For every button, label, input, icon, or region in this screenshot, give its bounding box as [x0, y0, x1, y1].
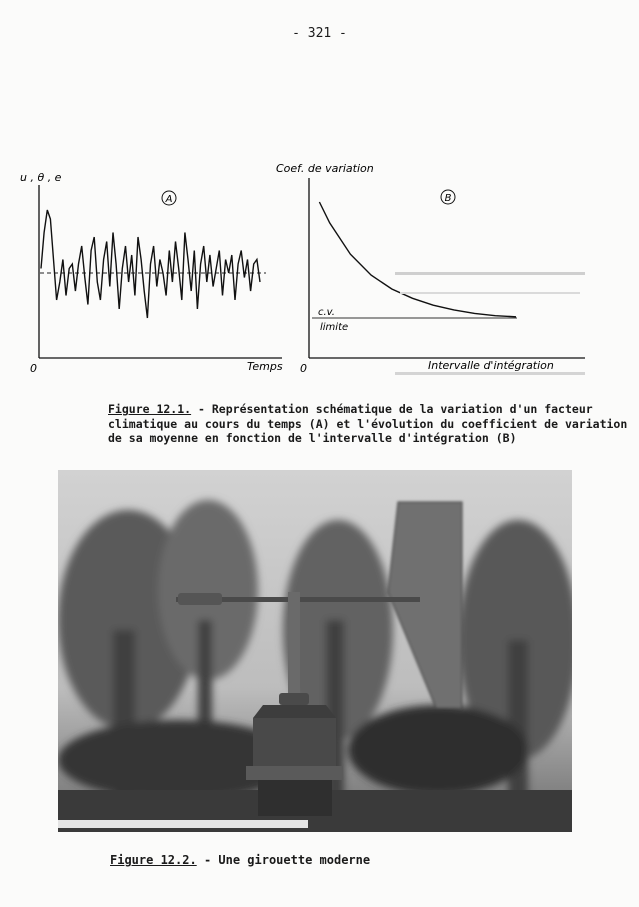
page-number: - 321 - — [292, 26, 347, 41]
panel-a-x-label: Temps — [247, 360, 283, 373]
show-through-mark — [395, 272, 585, 275]
figure-12-2-caption-label: Figure 12.2. — [110, 853, 197, 867]
panel-a — [20, 171, 283, 375]
figure-12-1 — [0, 150, 639, 382]
panel-b-limit-label: limite — [320, 322, 349, 333]
panel-a-circle-label: A — [165, 194, 173, 205]
panel-b — [276, 162, 585, 375]
wind-vane-photo — [58, 470, 572, 832]
panel-b-x-label: Intervalle d'intégration — [428, 359, 554, 372]
figure-12-1-caption-text: - Représentation schématique de la variation d'un facteur climatique au cours du temps (A) et l'évolution du coefficient de variation de sa moyenne en fonction de l'intervalle d'intégration (B) — [108, 402, 628, 445]
panel-b-y-label: Coef. de variation — [276, 162, 374, 175]
panel-a-signal-line — [41, 210, 260, 318]
show-through-mark — [400, 292, 580, 294]
show-through-mark — [395, 372, 585, 375]
panel-a-y-label: u , θ , e — [20, 171, 62, 184]
figure-12-1-caption-label: Figure 12.1. — [108, 402, 192, 416]
panel-b-cv-label: c.v. — [318, 307, 335, 318]
panel-a-origin: 0 — [30, 362, 37, 375]
panel-b-circle-label: B — [444, 193, 452, 204]
figure-12-2-caption-text: - Une girouette moderne — [203, 853, 371, 867]
panel-b-cv-curve — [319, 202, 516, 317]
panel-b-origin: 0 — [300, 362, 307, 375]
figure-12-1-caption — [108, 402, 628, 446]
figure-12-2-caption — [110, 853, 370, 867]
